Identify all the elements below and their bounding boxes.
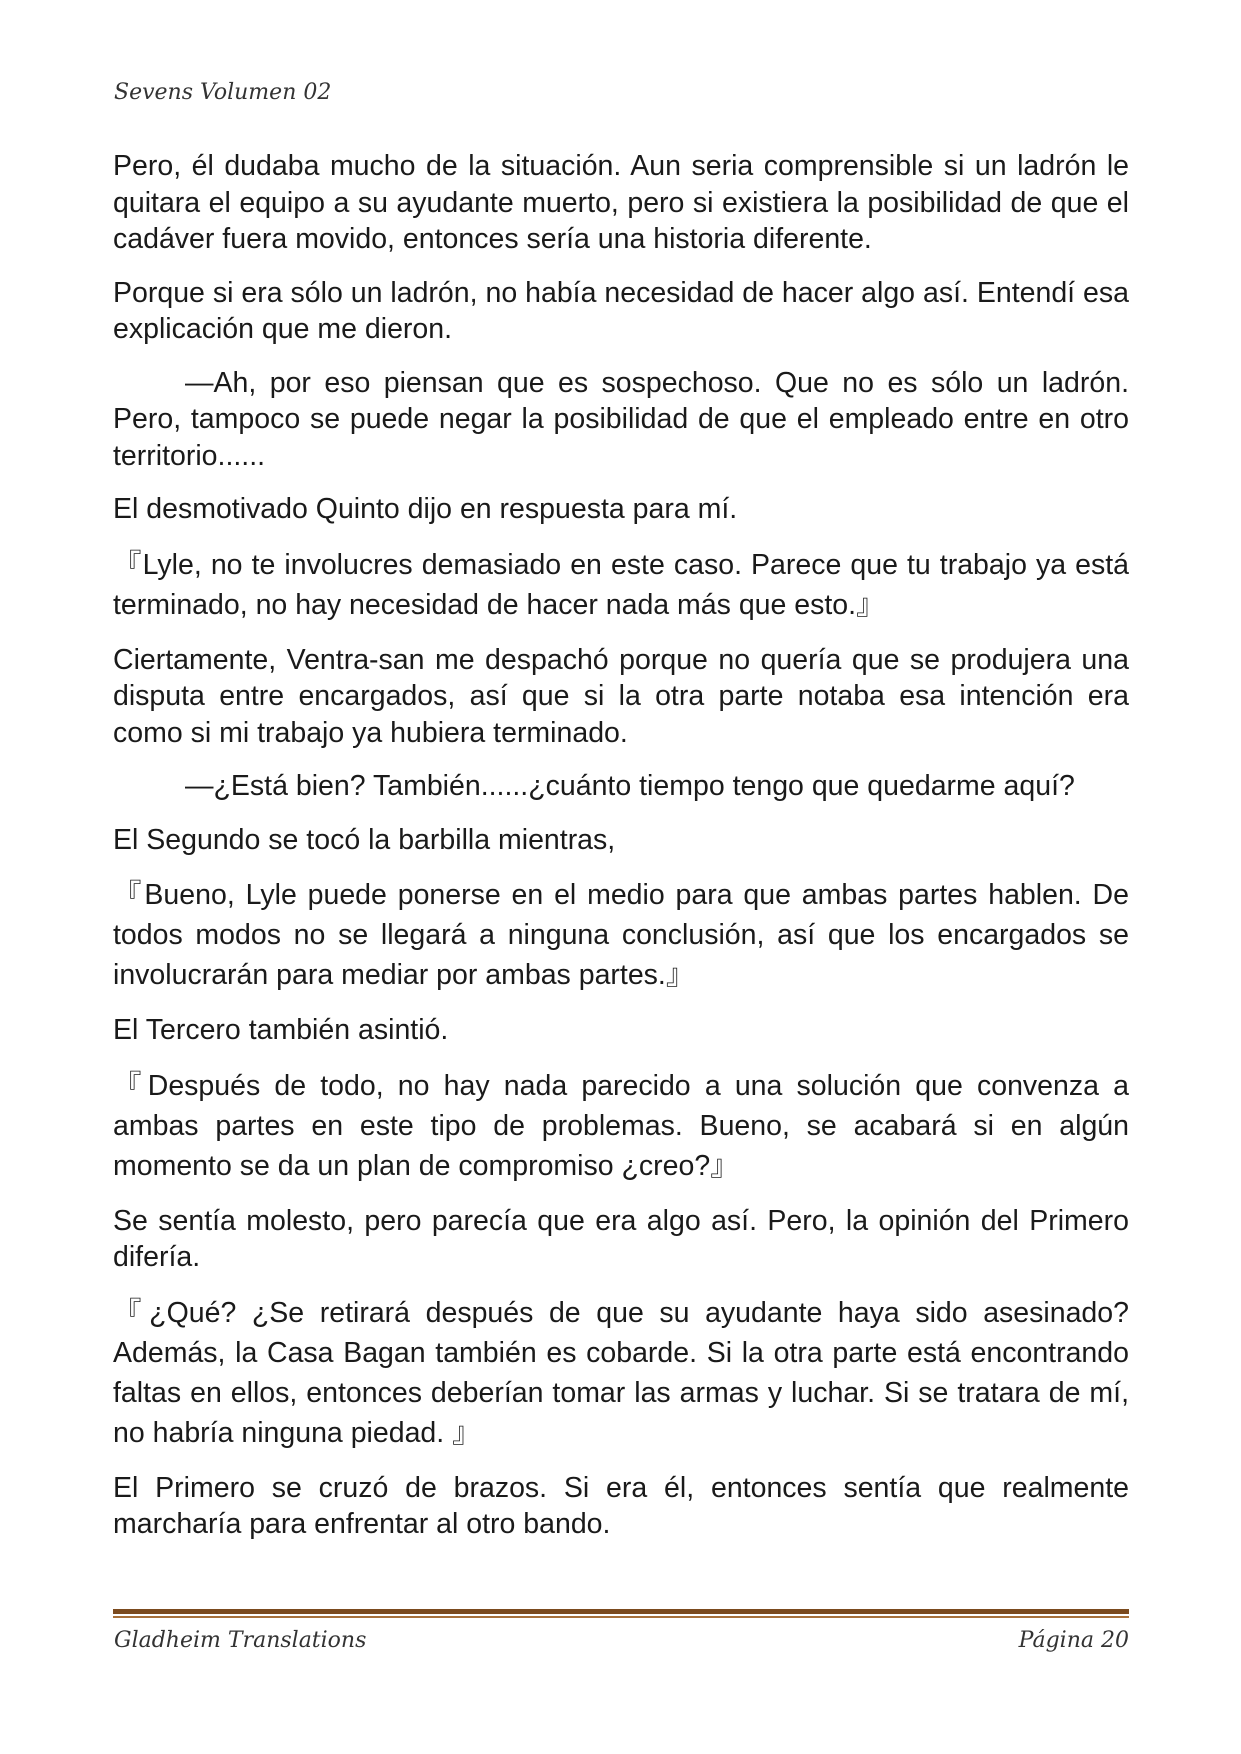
page-number: Página 20 (1018, 1628, 1129, 1653)
paragraph: El desmotivado Quinto dijo en respuesta para mí. (113, 493, 738, 525)
paragraph: Se sentía molesto, pero parecía que era algo así. Pero, la opinión del Primero difería. (113, 1204, 1129, 1273)
footer-divider-thick (113, 1609, 1129, 1614)
paragraph: Ciertamente, Ventra-san me despachó porque no quería que se produjera una disputa entre encargados, así que si la otra parte notaba esa intención era como si mi trabajo ya hubiera terminado. (113, 643, 1129, 749)
paragraph: Pero, él dudaba mucho de la situación. Aun seria comprensible si un ladrón le quitara el equipo a su ayudante muerto, pero si existiera la posibilidad de que el cadáver fuera movido, entonces sería una historia diferente. (113, 150, 1129, 255)
paragraph: El Primero se cruzó de brazos. Si era él, entonces sentía que realmente marcharía para enfrentar al otro bando. (113, 1471, 1129, 1540)
paragraph: El Tercero también asintió. (113, 1014, 449, 1046)
quote-paragraph: 『Bueno, Lyle puede ponerse en el medio para que ambas partes hablen. De todos modos no se llegará a ninguna conclusión, así que los encargados se involucrarán para mediar por ambas partes.』 (113, 879, 1129, 991)
footer-divider-thin (113, 1616, 1129, 1618)
page-body (113, 148, 1129, 1560)
paragraph: El Segundo se tocó la barbilla mientras, (113, 823, 616, 856)
quote-paragraph: 『Después de todo, no hay nada parecido a una solución que convenza a ambas partes en este tipo de problemas. Bueno, se acabará si en algún momento se da un plan de compromiso ¿creo?』 (113, 1069, 1129, 1182)
dialogue-paragraph: —Ah, por eso piensan que es sospechoso. Que no es sólo un ladrón. Pero, tampoco se puede negar la posibilidad de que el empleado entre en otro territorio...... (113, 366, 1129, 472)
quote-paragraph: 『¿Qué? ¿Se retirará después de que su ayudante haya sido asesinado? Además, la Casa Bagan también es cobarde. Si la otra parte está encontrando faltas en ellos, entonces deberían tomar las armas y luchar. Si se tratara de mí, no habría ninguna piedad. 』 (113, 1296, 1129, 1449)
running-header: Sevens Volumen 02 (114, 80, 332, 105)
footer-divider (113, 1609, 1129, 1618)
quote-paragraph: 『Lyle, no te involucres demasiado en este caso. Parece que tu trabajo ya está terminado, no hay necesidad de hacer nada más que esto.』 (113, 548, 1129, 621)
footer-credit: Gladheim Translations (114, 1628, 367, 1653)
paragraph: Porque si era sólo un ladrón, no había necesidad de hacer algo así. Entendí esa explicación que me dieron. (113, 276, 1129, 345)
dialogue-paragraph: —¿Está bien? También......¿cuánto tiempo tengo que quedarme aquí? (185, 770, 1075, 802)
